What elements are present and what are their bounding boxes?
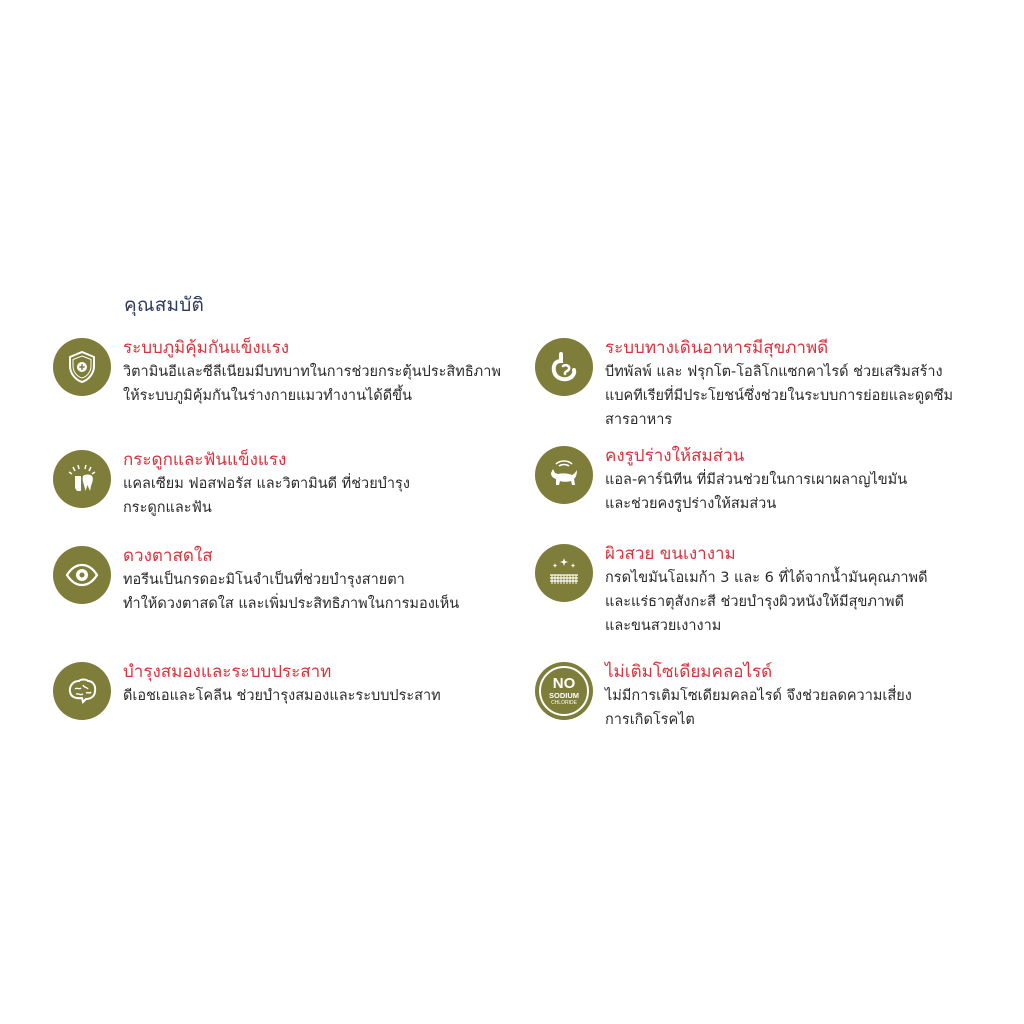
badge-no-label: NO	[552, 675, 576, 693]
shield-plus-icon	[53, 338, 111, 396]
feature-title: ระบบทางเดินอาหารมีสุขภาพดี	[605, 338, 829, 358]
feature-description: แอล-คาร์นิทีน ที่มีส่วนช่วยในการเผาผลาญไขมัน และช่วยคงรูปร่างให้สมส่วน	[605, 472, 908, 512]
badge-chloride-label: CHLORIDE	[551, 699, 577, 706]
feature-title: บำรุงสมองและระบบประสาท	[123, 662, 332, 682]
tooth-icon	[53, 450, 111, 508]
digestion-icon	[535, 338, 593, 396]
feature-description: ไม่มีการเติมโซเดียมคลอไรด์ จึงช่วยลดความเสี่ยง การเกิดโรคไต	[605, 688, 912, 728]
feature-description: บีทพัลพ์ และ ฟรุกโต-โอลิโกแซกคาไรด์ ช่วยเสริมสร้าง แบคทีเรียที่มีประโยชน์ซึ่งช่วยในระบบการย่อยและดูดซึม สารอาหาร	[605, 364, 954, 428]
eye-icon	[53, 546, 111, 604]
brain-icon	[53, 662, 111, 720]
feature-title: ไม่เติมโซเดียมคลอไรด์	[605, 662, 773, 682]
feature-title: ผิวสวย ขนเงางาม	[605, 544, 736, 564]
feature-title: ดวงตาสดใส	[123, 546, 213, 566]
shiny-coat-icon	[535, 544, 593, 602]
page-title: คุณสมบัติ	[124, 294, 205, 316]
cat-weight-icon	[535, 446, 593, 504]
feature-description: ทอรีนเป็นกรดอะมิโนจำเป็นที่ช่วยบำรุงสายตา ทำให้ดวงตาสดใส และเพิ่มประสิทธิภาพในการมองเห็น	[123, 572, 460, 612]
feature-description: แคลเซียม ฟอสฟอรัส และวิตามินดี ที่ช่วยบำรุง กระดูกและฟัน	[123, 476, 410, 516]
feature-title: คงรูปร่างให้สมส่วน	[605, 446, 745, 466]
feature-title: ระบบภูมิคุ้มกันแข็งแรง	[123, 338, 290, 358]
feature-description: ดีเอชเอและโคลีน ช่วยบำรุงสมองและระบบประสาท	[123, 688, 441, 704]
feature-title: กระดูกและฟันแข็งแรง	[123, 450, 287, 470]
no-sodium-icon	[535, 662, 593, 720]
feature-description: กรดไขมันโอเมก้า 3 และ 6 ที่ได้จากน้ำมันคุณภาพดี และแร่ธาตุสังกะสี ช่วยบำรุงผิวหนังให้มีสุขภาพดี และขนสวยเงางาม	[605, 570, 928, 634]
feature-description: วิตามินอีและซีลีเนียมมีบทบาทในการช่วยกระตุ้นประสิทธิภาพ ให้ระบบภูมิคุ้มกันในร่างกายแมวทำงานได้ดีขึ้น	[123, 364, 501, 404]
badge-sodium-label: SODIUM	[549, 691, 579, 701]
